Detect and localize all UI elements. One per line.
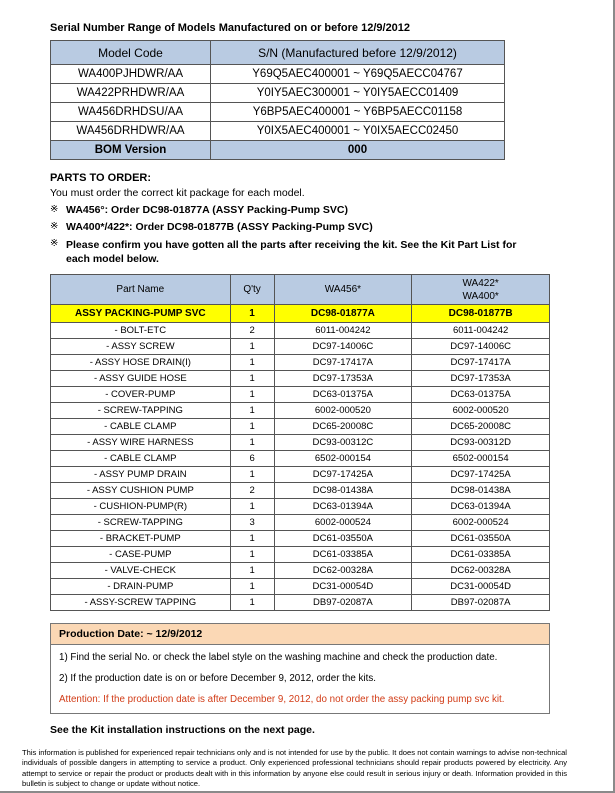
table-row bbox=[51, 547, 550, 563]
part-code-wa422: DC65-20008C bbox=[412, 419, 550, 435]
part-name: ASSY PACKING-PUMP SVC bbox=[51, 305, 231, 323]
part-code-wa456: DC97-14006C bbox=[274, 339, 412, 355]
part-qty: 1 bbox=[230, 371, 274, 387]
part-name: - VALVE-CHECK bbox=[51, 563, 231, 579]
table-row bbox=[51, 323, 550, 339]
parts-header-part-name: Part Name bbox=[51, 275, 231, 305]
reference-mark-icon: ※ bbox=[50, 221, 59, 232]
part-qty: 3 bbox=[230, 515, 274, 531]
part-code-wa422: DC97-14006C bbox=[412, 339, 550, 355]
parts-header-wa456: WA456* bbox=[274, 275, 412, 305]
part-code-wa456: DB97-02087A bbox=[274, 595, 412, 611]
part-code-wa422: DC98-01877B bbox=[412, 305, 550, 323]
part-code-wa422: DC62-00328A bbox=[412, 563, 550, 579]
part-code-wa422: 6002-000524 bbox=[412, 515, 550, 531]
reference-mark-icon: ※ bbox=[50, 238, 59, 249]
table-row bbox=[51, 563, 550, 579]
table-row bbox=[51, 419, 550, 435]
part-name: - ASSY SCREW bbox=[51, 339, 231, 355]
part-qty: 1 bbox=[230, 595, 274, 611]
part-name: - CUSHION-PUMP(R) bbox=[51, 499, 231, 515]
part-name: - BOLT-ETC bbox=[51, 323, 231, 339]
part-code-wa456: 6002-000520 bbox=[274, 403, 412, 419]
attention-note: Attention: If the production date is after December 9, 2012, do not order the assy packing pump svc kit. bbox=[59, 694, 505, 705]
part-code-wa422: DC61-03550A bbox=[412, 531, 550, 547]
part-code-wa456: DC62-00328A bbox=[274, 563, 412, 579]
part-qty: 1 bbox=[230, 563, 274, 579]
part-name: - CABLE CLAMP bbox=[51, 419, 231, 435]
part-name: - ASSY-SCREW TAPPING bbox=[51, 595, 231, 611]
part-code-wa456: DC97-17353A bbox=[274, 371, 412, 387]
table-row-highlight bbox=[51, 305, 550, 323]
part-qty: 1 bbox=[230, 339, 274, 355]
table-row bbox=[51, 103, 505, 122]
serial-number-table bbox=[50, 40, 505, 160]
sn-model-code: WA400PJHDWR/AA bbox=[51, 65, 211, 84]
parts-to-order-intro: You must order the correct kit package for each model. bbox=[50, 187, 305, 199]
table-row bbox=[51, 515, 550, 531]
part-code-wa422: DC97-17353A bbox=[412, 371, 550, 387]
table-row bbox=[51, 483, 550, 499]
part-code-wa456: DC93-00312C bbox=[274, 435, 412, 451]
bom-version-value: 000 bbox=[211, 141, 505, 160]
production-date-box bbox=[50, 623, 550, 714]
reference-mark-icon: ※ bbox=[50, 204, 59, 215]
bom-version-label: BOM Version bbox=[51, 141, 211, 160]
table-row bbox=[51, 339, 550, 355]
part-code-wa456: DC63-01375A bbox=[274, 387, 412, 403]
table-row bbox=[51, 451, 550, 467]
parts-header-qty: Q'ty bbox=[230, 275, 274, 305]
table-row bbox=[51, 84, 505, 103]
part-qty: 1 bbox=[230, 499, 274, 515]
part-name: - SCREW-TAPPING bbox=[51, 403, 231, 419]
part-code-wa422: 6002-000520 bbox=[412, 403, 550, 419]
table-row bbox=[51, 531, 550, 547]
note-text: Please confirm you have gotten all the parts after receiving the kit. See the Kit Part List for each model below. bbox=[66, 239, 517, 265]
parts-header-wa422-wa400 bbox=[412, 275, 550, 305]
part-code-wa456: DC65-20008C bbox=[274, 419, 412, 435]
table-row bbox=[51, 65, 505, 84]
note-item bbox=[50, 221, 591, 233]
table-row bbox=[51, 595, 550, 611]
part-code-wa422: DC98-01438A bbox=[412, 483, 550, 499]
part-qty: 1 bbox=[230, 305, 274, 323]
part-code-wa422: 6502-000154 bbox=[412, 451, 550, 467]
part-code-wa422: DC61-03385A bbox=[412, 547, 550, 563]
part-qty: 1 bbox=[230, 579, 274, 595]
part-name: - SCREW-TAPPING bbox=[51, 515, 231, 531]
part-code-wa456: DC31-00054D bbox=[274, 579, 412, 595]
production-step-1: 1) Find the serial No. or check the label style on the washing machine and check the production date. bbox=[59, 652, 498, 663]
part-code-wa422: DC97-17425A bbox=[412, 467, 550, 483]
sn-header-model-code: Model Code bbox=[51, 41, 211, 65]
part-qty: 1 bbox=[230, 547, 274, 563]
part-code-wa422: DC63-01375A bbox=[412, 387, 550, 403]
part-name: - CASE-PUMP bbox=[51, 547, 231, 563]
part-qty: 1 bbox=[230, 403, 274, 419]
note-text: WA400*/422*: Order DC98-01877B (ASSY Packing-Pump SVC) bbox=[66, 221, 373, 233]
part-code-wa422: DC97-17417A bbox=[412, 355, 550, 371]
part-name: - CABLE CLAMP bbox=[51, 451, 231, 467]
sn-model-code: WA422PRHDWR/AA bbox=[51, 84, 211, 103]
table-row bbox=[51, 579, 550, 595]
part-name: - ASSY PUMP DRAIN bbox=[51, 467, 231, 483]
bom-version-row bbox=[51, 141, 505, 160]
part-qty: 1 bbox=[230, 419, 274, 435]
legal-disclaimer: This information is published for experienced repair technicians only and is not intended for use by the public. It does not contain warnings to advise non-technical individuals of possible dangers in attempting to service a product. Only experienced professional technicians should repair products powered by electricity. Any attempt to service or repair the product or products dealt with in this information by anyone else could result in serious injury or death. Information provided in this bulletin is subject to change or update without notice. bbox=[22, 748, 567, 789]
part-name: - ASSY CUSHION PUMP bbox=[51, 483, 231, 499]
part-code-wa456: DC98-01438A bbox=[274, 483, 412, 499]
sn-range: Y0IY5AEC300001 ~ Y0IY5AECC01409 bbox=[211, 84, 505, 103]
part-qty: 6 bbox=[230, 451, 274, 467]
part-code-wa456: DC97-17425A bbox=[274, 467, 412, 483]
part-qty: 1 bbox=[230, 467, 274, 483]
part-name: - BRACKET-PUMP bbox=[51, 531, 231, 547]
part-qty: 2 bbox=[230, 323, 274, 339]
part-code-wa456: 6502-000154 bbox=[274, 451, 412, 467]
part-code-wa422: DB97-02087A bbox=[412, 595, 550, 611]
sn-range: Y69Q5AEC400001 ~ Y69Q5AECC04767 bbox=[211, 65, 505, 84]
part-qty: 1 bbox=[230, 435, 274, 451]
part-code-wa422: DC63-01394A bbox=[412, 499, 550, 515]
parts-header-wa400-line2: WA400* bbox=[462, 290, 499, 302]
table-row bbox=[51, 371, 550, 387]
sn-header-serial-range: S/N (Manufactured before 12/9/2012) bbox=[211, 41, 505, 65]
part-qty: 1 bbox=[230, 355, 274, 371]
part-code-wa456: DC61-03550A bbox=[274, 531, 412, 547]
table-row bbox=[51, 355, 550, 371]
sn-model-code: WA456DRHDWR/AA bbox=[51, 122, 211, 141]
table-row bbox=[51, 403, 550, 419]
part-code-wa456: DC98-01877A bbox=[274, 305, 412, 323]
part-code-wa456: 6011-004242 bbox=[274, 323, 412, 339]
table-row bbox=[51, 387, 550, 403]
parts-to-order-title: PARTS TO ORDER: bbox=[50, 172, 152, 184]
part-code-wa422: DC93-00312D bbox=[412, 435, 550, 451]
note-item bbox=[50, 204, 591, 216]
serial-section-heading: Serial Number Range of Models Manufactured on or before 12/9/2012 bbox=[50, 22, 411, 34]
part-name: - ASSY GUIDE HOSE bbox=[51, 371, 231, 387]
part-code-wa422: 6011-004242 bbox=[412, 323, 550, 339]
part-name: - ASSY WIRE HARNESS bbox=[51, 435, 231, 451]
part-qty: 1 bbox=[230, 387, 274, 403]
sn-range: Y6BP5AEC400001 ~ Y6BP5AECC01158 bbox=[211, 103, 505, 122]
kit-part-list-table bbox=[50, 274, 550, 611]
production-date-title: Production Date: ~ 12/9/2012 bbox=[51, 624, 549, 645]
table-row bbox=[51, 499, 550, 515]
part-code-wa422: DC31-00054D bbox=[412, 579, 550, 595]
part-name: - COVER-PUMP bbox=[51, 387, 231, 403]
see-kit-instructions: See the Kit installation instructions on the next page. bbox=[50, 724, 315, 736]
production-date-body bbox=[51, 645, 549, 713]
sn-range: Y0IX5AEC400001 ~ Y0IX5AECC02450 bbox=[211, 122, 505, 141]
production-step-2: 2) If the production date is on or before December 9, 2012, order the kits. bbox=[59, 673, 376, 684]
table-row bbox=[51, 435, 550, 451]
part-qty: 2 bbox=[230, 483, 274, 499]
parts-header-wa422-line1: WA422* bbox=[462, 277, 499, 289]
part-code-wa456: DC97-17417A bbox=[274, 355, 412, 371]
part-name: - ASSY HOSE DRAIN(I) bbox=[51, 355, 231, 371]
table-row bbox=[51, 467, 550, 483]
note-text: WA456°: Order DC98-01877A (ASSY Packing-Pump SVC) bbox=[66, 204, 348, 216]
part-code-wa456: DC61-03385A bbox=[274, 547, 412, 563]
note-item bbox=[50, 238, 591, 266]
part-code-wa456: 6002-000524 bbox=[274, 515, 412, 531]
sn-model-code: WA456DRHDSU/AA bbox=[51, 103, 211, 122]
table-row bbox=[51, 122, 505, 141]
part-code-wa456: DC63-01394A bbox=[274, 499, 412, 515]
part-name: - DRAIN-PUMP bbox=[51, 579, 231, 595]
part-qty: 1 bbox=[230, 531, 274, 547]
